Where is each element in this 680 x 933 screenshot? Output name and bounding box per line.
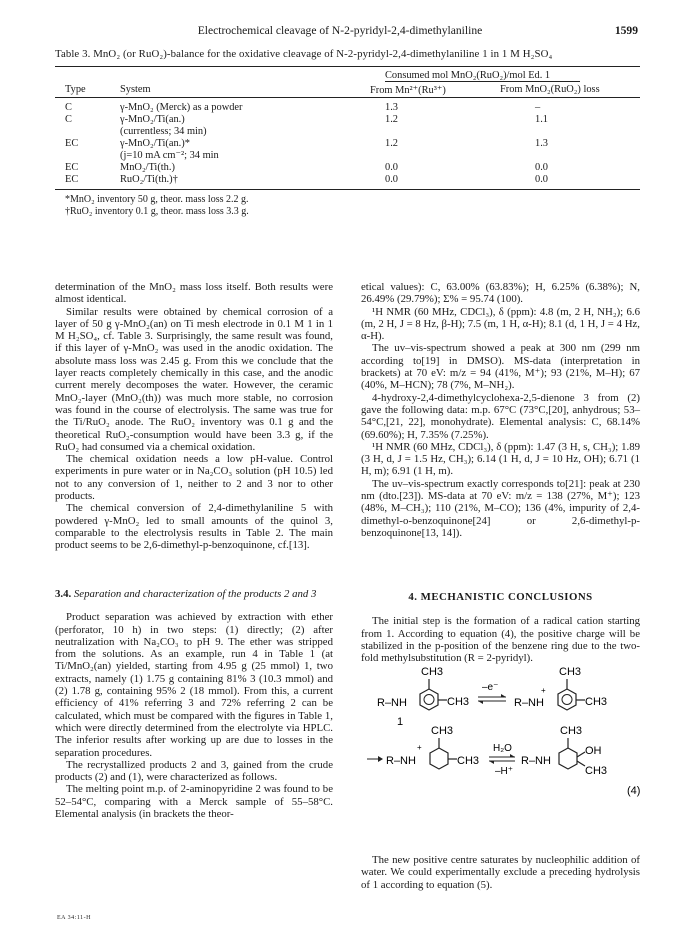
cell-from-ion: 0.0 [385, 162, 398, 173]
arrowhead [378, 756, 383, 762]
section-heading [55, 588, 333, 600]
scheme-ch3: CH3 [447, 696, 470, 708]
equation-number: (4) [627, 785, 641, 797]
reaction-scheme [365, 653, 650, 843]
paragraph: Similar results were obtained by chemical corrosion of a layer of 50 g γ-MnO₂(an) on Ti mesh electrode in 0.1 M 1 in 1 M H₂SO₄, cf. Table 3. Surprisingly, the same result was found, if this layer of γ-MnO₂ was used in the anodic oxidation. The absolute mass loss was 2.45 g. From this we conclude that the layer reacts completely chemically in this case, and the anodic current merely decomposes the water. However, the ceramic MnO₂-layer (MnO₂(th)) was much more stable, no corrosion was found in the course of electrolysis. The same was true for the Ti/RuO₂ anode. The RuO₂ inventory was 0.1 g and the theoretical RuO₂-consumption would have been 3.3 g, if the RuO₂ had consumed via a chemical oxidation. [55, 305, 333, 453]
paragraph: The initial step is the formation of a radical cation starting from 1. According to equation (4), the positive charge will be stabilized in the p-position of the benzene ring due to the two-fold methylsubstitution (R = 2-pyridyl). [361, 615, 640, 665]
paragraph: ¹H NMR (60 MHz, CDCl₃), δ (ppm): 4.8 (m, 2 H, NH₂); 6.6 (m, 2 H, J = 8 Hz, β-H); 7.5 (m, 1 H, α-H); 8.1 (d, 1 H, J = 4 Hz, α-H). [361, 305, 640, 343]
scheme-r-nh-right: R–NH [514, 697, 544, 709]
table-caption: Table 3. MnO₂ (or RuO₂)-balance for the oxidative cleavage of N-2-pyridyl-2,4-dimethylaniline 1 in 1 M H₂SO₄ [55, 48, 553, 60]
compound-label: 1 [397, 716, 404, 728]
scheme-ch3: CH3 [431, 725, 454, 737]
cell-type: EC [65, 138, 79, 149]
cell-from-loss: – [535, 102, 541, 113]
hydroxyl-label: OH [585, 745, 602, 757]
cell-system: (currentless; 34 min) [120, 126, 207, 137]
header-system: System [120, 84, 151, 95]
scheme-r-nh-left: R–NH [377, 697, 407, 709]
paragraph: The new positive centre saturates by nucleophilic addition of water. We could experimentally exclude a preceding hydrolysis of 1 according to equation (5). [361, 854, 640, 891]
benzene-ring [558, 689, 576, 710]
paragraph: The recrystallized products 2 and 3, gained from the crude products (2) and (1), were characterized as follows. [55, 758, 333, 784]
scheme-ch3: CH3 [421, 666, 444, 678]
right-column-upper [361, 281, 640, 539]
table-row [55, 138, 640, 150]
page-number: 1599 [614, 24, 638, 37]
table-row [55, 174, 640, 186]
table-row [55, 102, 640, 114]
bond [577, 761, 585, 766]
table-row [55, 162, 640, 174]
cell-type: C [65, 102, 72, 113]
cell-type: C [65, 114, 72, 125]
table-header [55, 67, 640, 97]
paragraph: The melting point m.p. of 2-aminopyridine 2 was found to be 52–54°C, comparing with a Merck sample of 55–58°C. Elemental analysis (in brackets the theor- [55, 783, 333, 821]
section-heading: 4. MECHANISTIC CONCLUSIONS [408, 591, 593, 603]
water-label: H₂O [493, 743, 512, 754]
header-from-loss: From MnO₂(RuO₂) loss [500, 84, 600, 95]
table-note: †RuO₂ inventory 0.1 g, theor. mass loss 3.3 g. [65, 206, 249, 217]
table-row [55, 114, 640, 126]
scheme-ch3: CH3 [585, 765, 608, 777]
cell-from-ion: 1.3 [385, 102, 398, 113]
scheme-ch3: CH3 [560, 725, 583, 737]
cyclohexadiene-ring [559, 748, 577, 769]
table-row [55, 150, 640, 162]
aromatic-circle [562, 695, 572, 705]
section-title: Separation and characterization of the products 2 and 3 [73, 588, 317, 600]
data-table [55, 66, 640, 218]
cell-system: RuO₂/Ti(th.)† [120, 174, 178, 185]
paragraph: determination of the MnO₂ mass loss itself. Both results were almost identical. [55, 281, 333, 306]
table-note: *MnO₂ inventory 50 g, theor. mass loss 2.2 g. [65, 194, 249, 205]
cell-system: (j=10 mA cm⁻²; 34 min [120, 150, 219, 161]
table-row [55, 126, 640, 138]
left-column-upper [55, 281, 333, 552]
cyclohexadienyl-ring [430, 748, 448, 769]
section-number: 3.4. [55, 588, 72, 600]
paragraph: The chemical oxidation needs a low pH-value. Control experiments in pure water or in Na₂CO₃ solution (pH 10.5) led not to any conversion of 1, neither to 2 and 3 nor to other products. [55, 453, 333, 503]
running-title: Electrochemical cleavage of N-2-pyridyl-2,4-dimethylaniline [197, 24, 483, 37]
table-body [55, 98, 640, 189]
header-group-label: Consumed mol MnO₂(RuO₂)/mol Ed. 1 [385, 70, 551, 81]
header-from-ion: From Mn²⁺(Ru³⁺) [370, 85, 446, 96]
header-group-rule [385, 81, 580, 82]
cell-system: γ-MnO₂/Ti(an.) [120, 114, 185, 125]
right-column-tail [361, 854, 640, 891]
cell-system: MnO₂/Ti(th.) [120, 162, 175, 173]
cell-type: EC [65, 174, 79, 185]
cell-from-loss: 0.0 [535, 174, 548, 185]
scheme-ch3: CH3 [559, 666, 582, 678]
paragraph: The uv–vis-spectrum exactly corresponds to[21]: peak at 230 nm (dto.[23]). MS-data at 70 eV: m/z = 138 (27%, M⁺); 123 (48%, M–CH₃); 110 (21%, M–CO); 136 (4%, impurity of 2,4-dimethyl-o-benzoquinone[24] or 2,6-dimethyl-p-benzoquinone[13, 14]). [361, 477, 640, 539]
cell-from-loss: 0.0 [535, 162, 548, 173]
cell-from-ion: 0.0 [385, 174, 398, 185]
cell-from-loss: 1.1 [535, 114, 548, 125]
benzene-ring [420, 689, 438, 710]
cell-from-loss: 1.3 [535, 138, 548, 149]
paragraph: 4-hydroxy-2,4-dimethylcyclohexa-2,5-dienone 3 from (2) gave the following data: m.p. 67°C (73°C,[20], anhydrous; 53–54°C,[21, 22], monohydrate). Elemental analysis: C, 68.14% (69.60%); H, 7.35% (7.25%). [361, 391, 640, 441]
cell-from-ion: 1.2 [385, 114, 398, 125]
scheme-ch3: CH3 [457, 755, 480, 767]
cation-mark: + [417, 743, 422, 752]
paragraph: ¹H NMR (60 MHz, CDCl₃), δ (ppm): 1.47 (3 H, s, CH₃); 1.89 (3 H, d, J = 1.5 Hz, CH₃); 6.14 (1 H, d, J = 10 Hz, OH); 6.71 (1 H, m); 6.91 (1 H, m). [361, 440, 640, 478]
running-header [0, 24, 680, 44]
paragraph: The uv–vis-spectrum showed a peak at 300 nm (299 nm according to[19] in DMSO). MS-data (interpretation in brackets) at 70 eV: m/z = 94 (41%, M⁺); 93 (21%, M–H); 67 (40%, M–HCN); 78 (7%, M–NH₂). [361, 342, 640, 392]
scheme-ch3: CH3 [585, 696, 608, 708]
scheme-r-nh-cation: R–NH [386, 755, 416, 767]
cell-system: γ-MnO₂ (Merck) as a powder [120, 102, 243, 113]
cell-type: EC [65, 162, 79, 173]
paragraph: The chemical conversion of 2,4-dimethylaniline 5 with powdered γ-MnO₂ led to small amounts of the quinol 3, comparable to the electrolysis results in Table 2. The main product seems to be 2,6-dimethyl-p-benzoquinone, cf.[13]. [55, 502, 333, 552]
paragraph: etical values): C, 63.00% (63.83%); H, 6.25% (6.38%); N, 26.49% (29.79%); Σ% = 95.74 (100). [361, 281, 640, 306]
scheme-electron-loss: –e⁻ [482, 682, 499, 693]
radical-cation-mark: + [541, 686, 546, 695]
footer-code: EA 34:11-H [57, 915, 91, 921]
cell-system: γ-MnO₂/Ti(an.)* [120, 138, 190, 149]
header-type: Type [65, 84, 86, 95]
cell-from-ion: 1.2 [385, 138, 398, 149]
paragraph: Product separation was achieved by extraction with ether (perforator, 10 h) in two steps: (1) directly; (2) after neutralization with Na₂CO₃ to pH 9. The ether was stripped from the solutions. As an example, run 4 in Table 1 (at Ti/MnO₂(an) yielded, starting from 4.95 g (25 mmol) 1, two extracts, namely (1) 1.75 g containing 81% 3 (10.3 mmol) and (2) 1.78 g, containing 95% 2 (18 mmol). From this, a current efficiency of 41% referring 3 and 72% referring 2 can be calculated, which must be compared with the figures in Table 1, which were directly determined from the electrolyte via HPLC. The inferior results after working up are due to losses in the separation procedures. [55, 611, 333, 759]
left-column-lower [55, 588, 333, 820]
aromatic-circle [424, 695, 434, 705]
scheme-r-nh-product: R–NH [521, 755, 551, 767]
proton-loss-label: –H⁺ [495, 766, 514, 777]
bond [577, 752, 585, 757]
